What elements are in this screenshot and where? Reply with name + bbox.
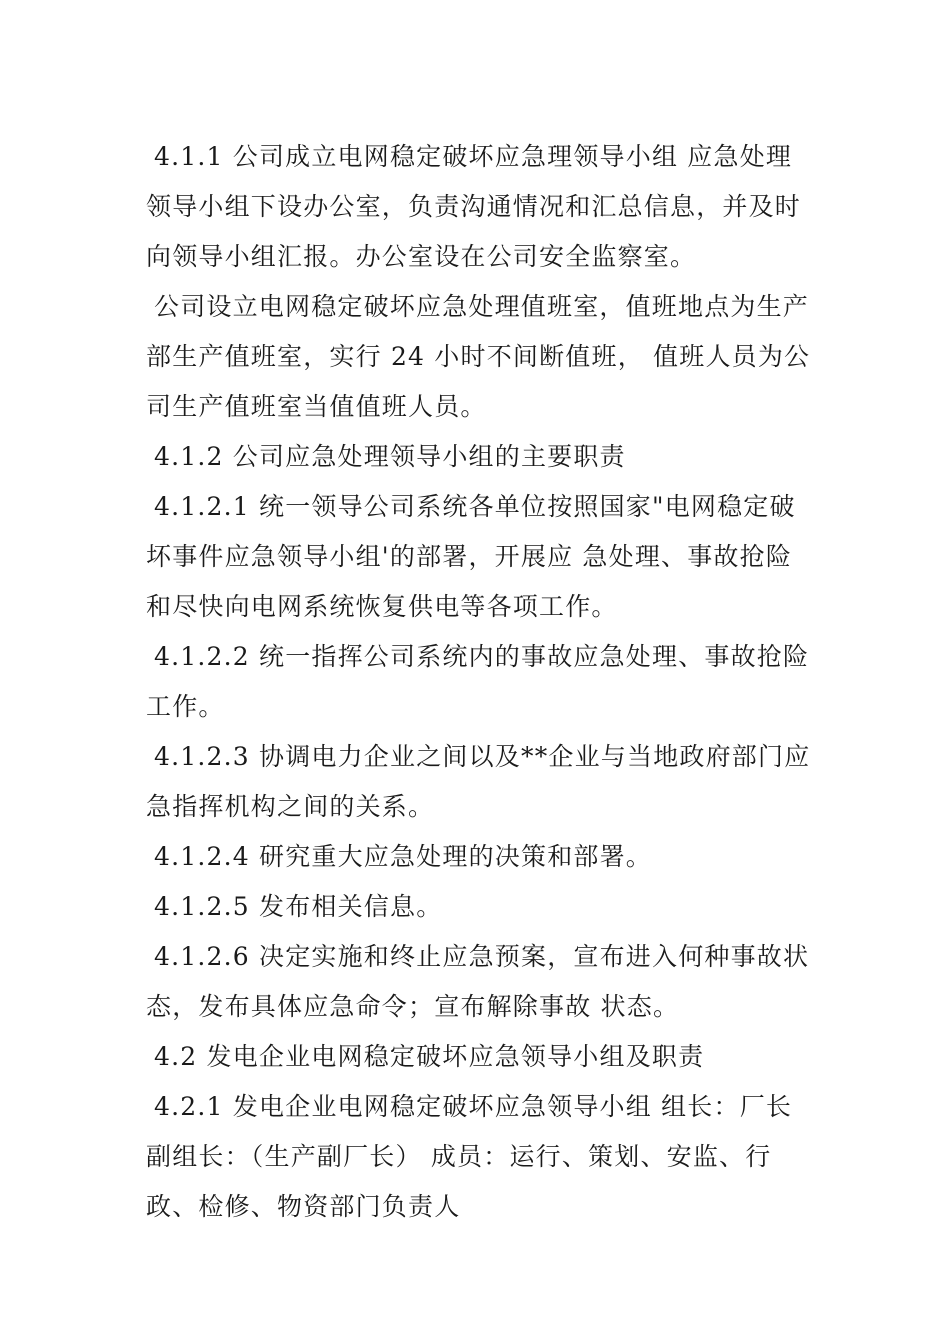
- paragraph-4-2-1: 4.2.1 发电企业电网稳定破坏应急领导小组 组长：厂长副组长：（生产副厂长） 成员：运行、策划、安监、行政、检修、物资部门负责人: [146, 1092, 793, 1221]
- paragraph-4-1-2-5: 4.1.2.5 发布相关信息。: [154, 892, 443, 921]
- paragraph-4-1-2-1: 4.1.2.1 统一领导公司系统各单位按照国家"电网稳定破坏事件应急领导小组'的部署，开展应 急处理、事故抢险和尽快向电网系统恢复供电等各项工作。: [146, 492, 796, 621]
- paragraph-4-1-2-2: 4.1.2.2 统一指挥公司系统内的事故应急处理、事故抢险工作。: [146, 642, 810, 721]
- paragraph-4-1-2-6: 4.1.2.6 决定实施和终止应急预案，宣布进入何种事故状态，发布具体应急命令；宣布解除事故 状态。: [146, 942, 810, 1021]
- paragraph-4-1-2-4: 4.1.2.4 研究重大应急处理的决策和部署。: [154, 842, 653, 871]
- paragraph-duty-room: 公司设立电网稳定破坏应急处理值班室，值班地点为生产部生产值班室，实行 24 小时不间断值班， 值班人员为公司生产值班室当值值班人员。: [146, 292, 811, 421]
- paragraph-4-1-2-3: 4.1.2.3 协调电力企业之间以及**企业与当地政府部门应急指挥机构之间的关系。: [146, 742, 811, 821]
- paragraph-4-1-2: 4.1.2 公司应急处理领导小组的主要职责: [154, 442, 626, 471]
- paragraph-4-1-1: 4.1.1 公司成立电网稳定破坏应急理领导小组 应急处理领导小组下设办公室，负责沟通情况和汇总信息，并及时向领导小组汇报。办公室设在公司安全监察室。: [146, 142, 802, 271]
- document-body: [146, 132, 818, 1232]
- paragraph-4-2: 4.2 发电企业电网稳定破坏应急领导小组及职责: [154, 1042, 705, 1071]
